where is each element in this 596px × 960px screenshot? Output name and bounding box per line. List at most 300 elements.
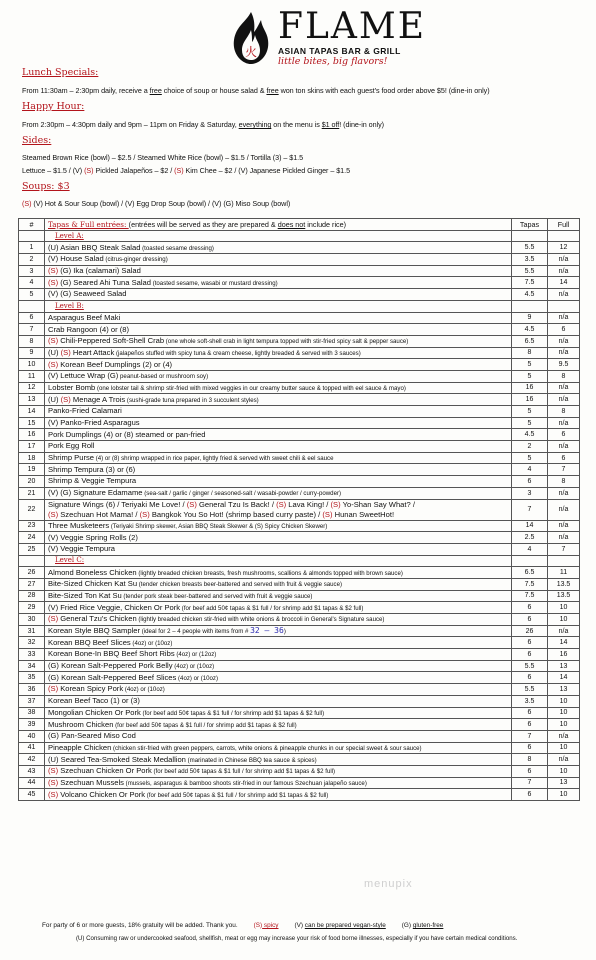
item-description: (4oz) or (10oz) [123,686,165,694]
level-label: Level B: [45,300,512,312]
item-full-price: n/a [548,520,580,532]
item-name: Shrimp & Veggie Tempura [48,476,137,486]
item-full-price: 9.5 [548,359,580,371]
item-number: 22 [19,499,45,520]
spicy-marker: (S) [60,347,71,357]
item-full-price: 13 [548,777,580,789]
item-name-cell [45,394,512,406]
sides-text-c: Kim Chee – $2 / (V) Japanese Pickled Ginger – $1.5 [183,166,351,175]
spicy-marker: (S) [276,499,287,509]
item-number: 42 [19,754,45,766]
item-tapas-price: 4.5 [512,324,548,336]
item-name-cell [45,242,512,254]
item-full-price: 10 [548,719,580,731]
item-full-price: 10 [548,765,580,777]
consumption-warning: (U) Consuming raw or undercooked seafood, shellfish, meat or egg may increase your risk of food borne illnesses, especially if you have certain medical conditions. [76,935,518,942]
item-full-price: 13.5 [548,578,580,590]
item-name-cell [45,312,512,324]
item-number: 26 [19,567,45,579]
spicy-marker: (S) [48,509,59,519]
col-name-note-end: include rice) [305,219,347,229]
item-description: (jalapeños stuffed with spicy tuna & cream cheese, lightly breaded & served with 3 sauces) [114,349,361,357]
item-full-price: 8 [548,476,580,488]
item-full-price: 8 [548,370,580,382]
item-full-price: n/a [548,532,580,544]
menu-item-row [19,464,580,476]
item-description: (citrus-ginger dressing) [103,256,168,264]
item-name-cell [45,578,512,590]
item-full-price: 10 [548,695,580,707]
item-name-cell [45,754,512,766]
item-tapas-price: 26 [512,625,548,637]
item-number: 25 [19,543,45,555]
item-tapas-price: 16 [512,394,548,406]
item-full-price: 7 [548,464,580,476]
lunch-text-c: won ton skins with each guest's food order above $5! (dine-in only) [278,86,490,95]
diet-marker: (U) [48,394,61,404]
level-row [19,230,580,242]
legend-spicy [254,922,279,929]
menu-item-row [19,730,580,742]
item-full-price: 14 [548,637,580,649]
item-name: Shrimp Tempura (3) or (6) [48,464,136,474]
item-name: Panko-Fried Calamari [48,406,122,416]
item-number: 13 [19,394,45,406]
menu-item-row [19,660,580,672]
soups-line [22,199,290,208]
spicy-marker: (S) [48,766,59,776]
item-description: (sushi-grade tuna prepared in 3 succulent styles) [125,396,259,404]
col-number-header: # [19,219,45,231]
item-number: 34 [19,660,45,672]
lunch-free-2: free [266,86,279,95]
legend-footer [18,922,580,929]
item-tapas-price: 5.5 [512,242,548,254]
menu-item-row [19,578,580,590]
diet-marker: (V) [48,371,61,381]
level-row [19,300,580,312]
item-description: (for beef add 50¢ tapas & $1 full / for shrimp add $1 tapas & $2 full) [180,604,364,612]
item-number: 23 [19,520,45,532]
item-description: (for beef add 50¢ tapas & $1 full / for shrimp add $1 tapas & $2 full) [140,709,325,717]
legend-gluten [402,922,444,929]
item-description: (lightly breaded chicken breasts, fresh mushrooms, scallions & almonds topped with brown sauce) [136,569,403,577]
item-name: Lettuce Wrap (G) [60,371,119,381]
item-tapas-price: 6 [512,765,548,777]
item-tapas-price: 6.5 [512,567,548,579]
watermark: menupix [364,878,413,890]
item-number: 28 [19,590,45,602]
item-tapas-price: 6 [512,707,548,719]
menu-item-row [19,649,580,661]
item-number: 40 [19,730,45,742]
item-number: 29 [19,602,45,614]
diet-marker: (V) [48,418,61,428]
item-name: Pork Dumplings (4) or (8) steamed or pan-fried [48,429,206,439]
item-full-price: 6 [548,452,580,464]
col-name-note: (entrées will be served as they are prepared & [128,219,278,229]
table-header-row [19,219,580,231]
item-name: Lobster Bomb [48,382,96,392]
item-description: (4oz) or (10oz) [176,674,218,682]
item-description: (Teriyaki Shrimp skewer, Asian BBQ Steak Skewer & (S) Spicy Chicken Skewer) [109,522,328,530]
item-tapas-price: 5.5 [512,660,548,672]
item-tapas-price: 5 [512,452,548,464]
item-description-end: ) [283,628,286,636]
item-full-price: n/a [548,312,580,324]
item-number: 38 [19,707,45,719]
item-name: House Salad [60,254,104,264]
item-line-1 [48,500,508,510]
item-name-cell [45,532,512,544]
item-description: (4oz) or (10oz) [172,663,215,671]
item-description: (toasted sesame, wasabi or mustard dressing) [151,279,278,287]
spicy-marker: (S) [48,359,59,369]
item-full-price: n/a [548,289,580,301]
menu-item-row [19,487,580,499]
item-full-price: 13.5 [548,590,580,602]
item-tapas-price: 5 [512,370,548,382]
diet-marker: (U) [48,242,61,252]
menu-item-row [19,543,580,555]
item-name-cell [45,672,512,684]
menu-item-row [19,590,580,602]
happy-everything: everything [238,120,272,129]
diet-marker: (G) [48,731,62,741]
item-tapas-price: 2.5 [512,532,548,544]
handwritten-note: 32 – 36 [250,626,284,636]
item-name: Hunan SweetHot! [332,509,395,519]
item-description: (marinated in Chinese BBQ tea sauce & spices) [185,756,317,764]
item-description: (for beef add 50¢ tapas & $1 full / for shrimp add $1 tapas & $2 full) [151,768,336,776]
sides-text-a: Lettuce – $1.5 / (V) [22,166,85,175]
spicy-marker: (S) [48,277,59,287]
item-name-cell [45,382,512,394]
item-name: Veggie Spring Rolls (2) [60,532,138,542]
item-full-price: n/a [548,499,580,520]
item-full-price: n/a [548,347,580,359]
diet-marker: (G) [48,661,62,671]
happy-hour-heading: Happy Hour: [22,101,85,112]
item-tapas-price: 8 [512,347,548,359]
item-tapas-price: 6 [512,602,548,614]
item-name: Bangkok You So Hot! (shrimp based curry paste) / [149,509,323,519]
item-full-price: 16 [548,649,580,661]
level-full-cell [548,230,580,242]
spicy-marker: (S) [48,266,59,276]
spicy-marker: (S) [22,199,32,208]
item-number: 31 [19,625,45,637]
item-name-cell [45,765,512,777]
item-description: (one whole soft-shell crab in light tempura topped with stir-fried spicy salt & pepper sauce) [164,338,409,346]
svg-text:火: 火 [245,45,258,59]
diet-marker: (V) [48,602,61,612]
item-name-cell [45,499,512,520]
item-name: Veggie Tempura [60,544,115,554]
item-tapas-price: 7.5 [512,578,548,590]
level-tapas-cell [512,230,548,242]
menu-item-row [19,532,580,544]
menu-item-row [19,672,580,684]
item-tapas-price: 6 [512,719,548,731]
item-full-price: 12 [548,242,580,254]
item-full-price: 7 [548,543,580,555]
item-description: (for beef add 50¢ tapas & $1 full / for shrimp add $1 tapas & $2 full) [145,791,329,799]
flame-logo-icon [228,10,274,66]
item-number: 27 [19,578,45,590]
gluten-marker: (G) [401,922,413,929]
level-row [19,555,580,567]
item-tapas-price: 6 [512,789,548,801]
item-tapas-price: 14 [512,520,548,532]
item-name: Szechuan Mussels [58,777,124,787]
happy-text-c: ! (dine-in only) [339,120,384,129]
item-tapas-price: 6 [512,742,548,754]
sides-line-1: Steamed Brown Rice (bowl) – $2.5 / Steamed White Rice (bowl) – $1.5 / Tortilla (3) – $1.5 [22,153,304,162]
item-full-price: n/a [548,487,580,499]
menu-body [19,230,580,800]
menu-item-row [19,625,580,637]
item-full-price: n/a [548,441,580,453]
item-name-cell [45,590,512,602]
col-name-note-emph: does not [277,219,306,229]
item-name-cell [45,543,512,555]
item-number: 45 [19,789,45,801]
item-number: 11 [19,370,45,382]
item-tapas-price: 4 [512,464,548,476]
menu-item-row [19,289,580,301]
item-description: (tender chicken breasts beer-battered and served with fruit & veggie sauce) [137,581,342,589]
level-number-cell [19,230,45,242]
item-full-price: n/a [548,730,580,742]
item-name-cell [45,719,512,731]
legend-vegan [294,922,385,929]
item-tapas-price: 7.5 [512,590,548,602]
item-description: (4oz) or (12oz) [174,651,217,659]
menu-item-row [19,254,580,266]
menu-item-row [19,476,580,488]
item-number: 24 [19,532,45,544]
item-name: Signature Wings (6) / Teriyaki Me Love! / [48,499,187,509]
item-name: Asparagus Beef Maki [48,312,121,322]
item-name-cell [45,695,512,707]
item-full-price: 8 [548,406,580,418]
item-name: Three Musketeers [48,520,110,530]
item-tapas-price: 5 [512,406,548,418]
menu-item-row [19,695,580,707]
item-tapas-price: 7.5 [512,277,548,289]
item-name: Korean Style BBQ Sampler [48,626,141,636]
spicy-marker: (S) [84,166,94,175]
menu-item-row [19,394,580,406]
item-full-price: 14 [548,277,580,289]
item-name-cell [45,452,512,464]
item-name: Korean Beef Taco (1) or (3) [48,696,140,706]
item-full-price: 13 [548,660,580,672]
menu-item-row [19,242,580,254]
menu-item-row [19,324,580,336]
menu-item-row [19,335,580,347]
menu-item-row [19,499,580,520]
item-description: (chicken stir-fried with green peppers, carrots, white onions & pineapple chunks in our special sweet & sour sauce) [111,744,422,752]
menu-item-row [19,312,580,324]
item-name: Mushroom Chicken [48,719,114,729]
item-name-cell [45,637,512,649]
item-number: 19 [19,464,45,476]
item-name-cell [45,335,512,347]
col-full-header: Full [548,219,580,231]
item-name-cell [45,789,512,801]
menu-item-row [19,789,580,801]
diet-marker: (G) [48,672,62,682]
item-name-cell [45,487,512,499]
item-tapas-price: 5.5 [512,265,548,277]
lunch-free-1: free [149,86,162,95]
spicy-marker: (S) [322,509,333,519]
level-number-cell [19,300,45,312]
item-full-price: 10 [548,742,580,754]
item-name: Pork Egg Roll [48,441,95,451]
item-name: Pan-Seared Miso Cod [61,731,136,741]
col-tapas-header: Tapas [512,219,548,231]
spicy-marker: (S) [48,336,59,346]
item-tapas-price: 6.5 [512,335,548,347]
legend-vegan-label: can be prepared vegan-style [304,922,386,929]
item-tapas-price: 7 [512,730,548,742]
item-number: 12 [19,382,45,394]
item-name: Crab Rangoon (4) or (8) [48,324,130,334]
level-full-cell [548,300,580,312]
item-name: Shrimp Purse [48,453,95,463]
spicy-marker: (S) [253,922,263,929]
col-name-header [45,219,512,231]
item-line-2 [48,510,508,520]
menu-item-row [19,520,580,532]
spicy-marker: (S) [48,684,59,694]
item-number: 3 [19,265,45,277]
item-full-price: 10 [548,614,580,626]
item-tapas-price: 4 [512,543,548,555]
item-name: (G) Seared Ahi Tuna Salad [58,277,151,287]
item-full-price: 13 [548,684,580,696]
item-name-cell [45,289,512,301]
item-name-cell [45,742,512,754]
item-name: Heart Attack [70,347,115,357]
item-name: (G) Seaweed Salad [60,289,127,299]
sides-line-2 [22,166,350,175]
item-name: Szechuan Hot Mama! / [58,509,140,519]
item-full-price: n/a [548,754,580,766]
item-name: Bite-Sized Ton Kat Su [48,590,122,600]
item-description: (ideal for 2 – 4 people with items from # [140,628,251,636]
item-full-price: 6 [548,324,580,336]
item-name: Yo-Shan Say What? / [340,499,415,509]
item-name-cell [45,567,512,579]
item-name: (G) Ika (calamari) Salad [58,266,141,276]
item-name: Korean BBQ Beef Slices [48,637,131,647]
item-number: 43 [19,765,45,777]
item-number: 35 [19,672,45,684]
item-name: Korean Bone-In BBQ Beef Short Ribs [48,649,175,659]
item-number: 39 [19,719,45,731]
brand-subtitle: ASIAN TAPAS BAR & GRILL [278,46,401,56]
item-name: Volcano Chicken Or Pork [58,789,146,799]
item-name: Korean Salt-Peppered Beef Slices [61,672,177,682]
happy-text-b: on the menu is [271,120,322,129]
item-tapas-price: 6 [512,476,548,488]
menu-item-row [19,567,580,579]
item-number: 44 [19,777,45,789]
sides-heading: Sides: [22,135,52,146]
item-tapas-price: 7 [512,777,548,789]
item-full-price: n/a [548,625,580,637]
happy-text-a: From 2:30pm – 4:30pm daily and 9pm – 11pm on Friday & Saturday, [22,120,239,129]
menu-item-row [19,370,580,382]
item-name: Bite-Sized Chicken Kat Su [48,579,138,589]
lunch-text-b: choice of soup or house salad & [161,86,267,95]
item-name-cell [45,649,512,661]
item-tapas-price: 6 [512,614,548,626]
item-description: (4) or (8) shrimp wrapped in rice paper, lightly fried & served with sweet chili & eel sauce [94,455,334,463]
item-number: 33 [19,649,45,661]
item-name: Korean Spicy Pork [58,684,124,694]
item-description: (mussels, asparagus & bamboo shoots stir-fried in our famous Szechuan jalapeño sauce) [123,779,367,787]
item-number: 30 [19,614,45,626]
menu-item-row [19,754,580,766]
item-full-price: 14 [548,672,580,684]
item-description: (sea-salt / garlic / ginger / seasoned-salt / wasabi-powder / curry-powder) [142,490,342,498]
item-tapas-price: 8 [512,754,548,766]
item-tapas-price: 3 [512,487,548,499]
item-number: 15 [19,417,45,429]
item-name-cell [45,520,512,532]
item-number: 37 [19,695,45,707]
diet-marker: (U) [48,347,61,357]
item-name: General Tzu Is Back! / [196,499,277,509]
spicy-marker: (S) [48,789,59,799]
col-name-title: Tapas & Full entrées: [48,219,129,229]
menu-item-row [19,429,580,441]
menu-item-row [19,406,580,418]
lunch-specials-heading: Lunch Specials: [22,67,99,78]
item-full-price: n/a [548,417,580,429]
item-name: Fried Rice Veggie, Chicken Or Pork [60,602,181,612]
menu-item-row [19,359,580,371]
item-tapas-price: 5 [512,417,548,429]
level-label: Level C: [45,555,512,567]
item-name: Lava King! / [286,499,331,509]
item-name-cell [45,476,512,488]
item-tapas-price: 5 [512,359,548,371]
menu-item-row [19,277,580,289]
menu-table [18,218,580,801]
item-number: 21 [19,487,45,499]
item-description: (4oz) or (10oz) [130,639,173,647]
item-name: (G) Signature Edamame [60,488,143,498]
item-number: 4 [19,277,45,289]
item-name: Pineapple Chicken [48,742,112,752]
item-number: 2 [19,254,45,266]
menu-item-row [19,777,580,789]
item-tapas-price: 2 [512,441,548,453]
menu-item-row [19,382,580,394]
item-tapas-price: 16 [512,382,548,394]
item-name: Menage A Trois [70,394,126,404]
item-name-cell [45,625,512,637]
item-name: General Tzu's Chicken [58,614,137,624]
item-number: 5 [19,289,45,301]
menu-item-row [19,765,580,777]
